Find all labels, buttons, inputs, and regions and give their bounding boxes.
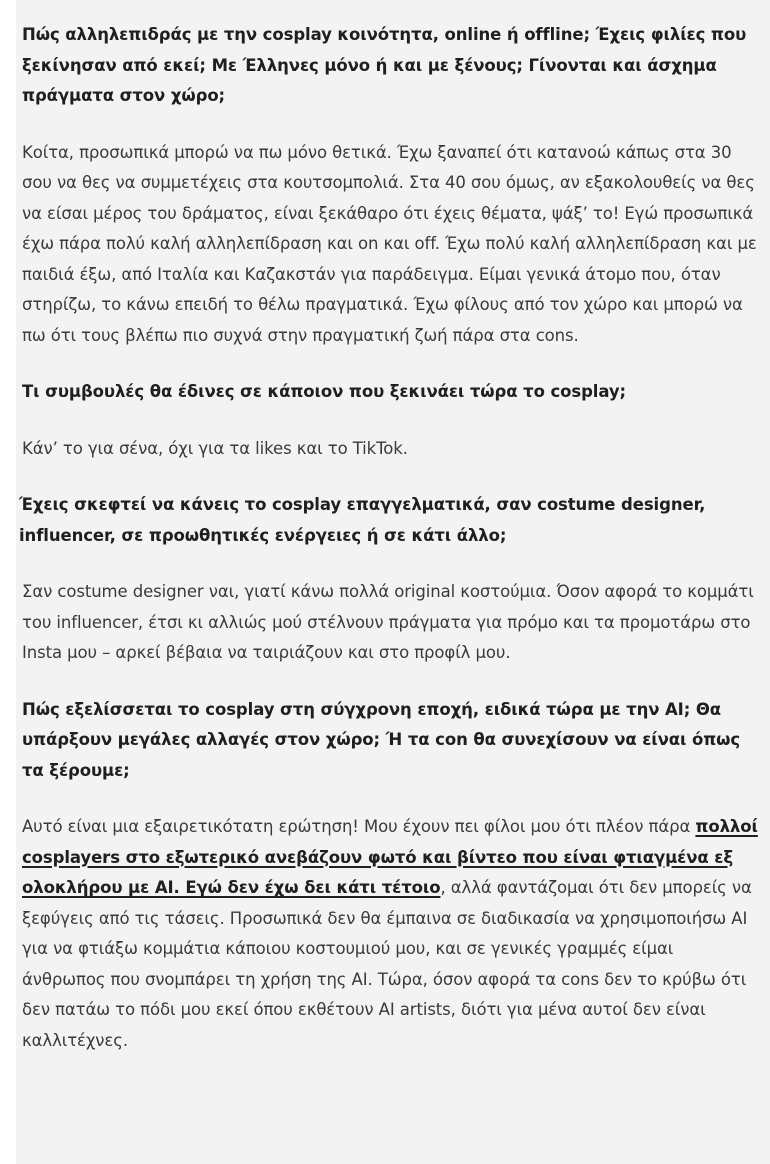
ai-cosplayers-link[interactable]: πολλοί cosplayers στο εξωτερικό ανεβάζουν φωτό και βίντεο που είναι φτιαγμένα εξ ολοκλήρου με AI. Εγώ δεν έχω δει κάτι τέτοιο (22, 817, 758, 897)
question-advice: Τι συμβουλές θα έδινες σε κάποιον που ξεκινάει τώρα το cosplay; (22, 382, 627, 401)
question-ai: Πώς εξελίσσεται το cosplay στη σύγχρονη εποχή, ειδικά τώρα με την AI; Θα υπάρξουν μεγάλες αλλαγές στον χώρο; Ή τα con θα συνεχίσουν να είναι όπως τα ξέρουμε; (22, 699, 741, 780)
question-community: Πώς αλληλεπιδράς με την cosplay κοινότητα, online ή offline; Έχεις φιλίες που ξεκίνησαν από εκεί; Με Έλληνες μόνο ή και με ξένους; Γίνονται και άσχημα πράγματα στον χώρο; (22, 25, 747, 105)
question-professional: Έχεις σκεφτεί να κάνεις το cosplay επαγγελματικά, σαν costume designer, influencer, σε προωθητικές ενέργειες ή σε κάτι άλλο; (19, 495, 706, 545)
answer-ai-text-end: , αλλά φαντάζομαι ότι δεν μπορείς να ξεφύγεις από τις τάσεις. Προσωπικά δεν θα έμπαινα σε διαδικασία να χρησιμοποιήσω AI για να φτιάξω κομμάτια κάποιου κοστουμιού μου, και σε γενικές γραμμές είμαι άνθρωπος που σνομπάρει τη χρήση της AI. Τώρα, όσον αφορά τα cons δεν το κρύβω ότι δεν πατάω το πόδι μου εκεί όπου εκθέτουν AI artists, διότι για μένα αυτοί δεν είναι καλλιτέχνες. (22, 878, 752, 1050)
answer-ai-text-start: Αυτό είναι μια εξαιρετικότατη ερώτηση! Μου έχουν πει φίλοι μου ότι πλέον πάρα (22, 817, 696, 836)
article-body (16, 0, 770, 1164)
answer-advice: Κάν’ το για σένα, όχι για τα likes και το TikTok. (22, 438, 408, 458)
answer-ai (22, 812, 760, 1056)
answer-community: Κοίτα, προσωπικά μπορώ να πω μόνο θετικά. Έχω ξαναπεί ότι κατανοώ κάπως στα 30 σου να θες να συμμετέχεις στα κουτσομπολιά. Στα 40 σου όμως, αν εξακολουθείς να θες να είσαι μέρος του δράματος, είναι ξεκάθαρο ότι έχεις θέματα, ψάξ’ το! Εγώ προσωπικά έχω πάρα πολύ καλή αλληλεπίδραση και on και off. Έχω πολύ καλή αλληλεπίδραση και με παιδιά έξω, από Ιταλία και Καζακστάν για παράδειγμα. Είμαι γενικά άτομο που, όταν στηρίζω, το κάνω επειδή το θέλω πραγματικά. Έχω φίλους από τον χώρο και μπορώ να πω ότι τους βλέπω πιο συχνά στην πραγματική ζωή πάρα στα cons. (22, 142, 757, 345)
answer-professional: Σαν costume designer ναι, γιατί κάνω πολλά original κοστούμια. Όσον αφορά το κομμάτι του influencer, έτσι κι αλλιώς μού στέλνουν πράγματα για πρόμο και τα προμοτάρω στο Insta μου – αρκεί βέβαια να ταιριάζουν και στο προφίλ μου. (22, 582, 754, 662)
